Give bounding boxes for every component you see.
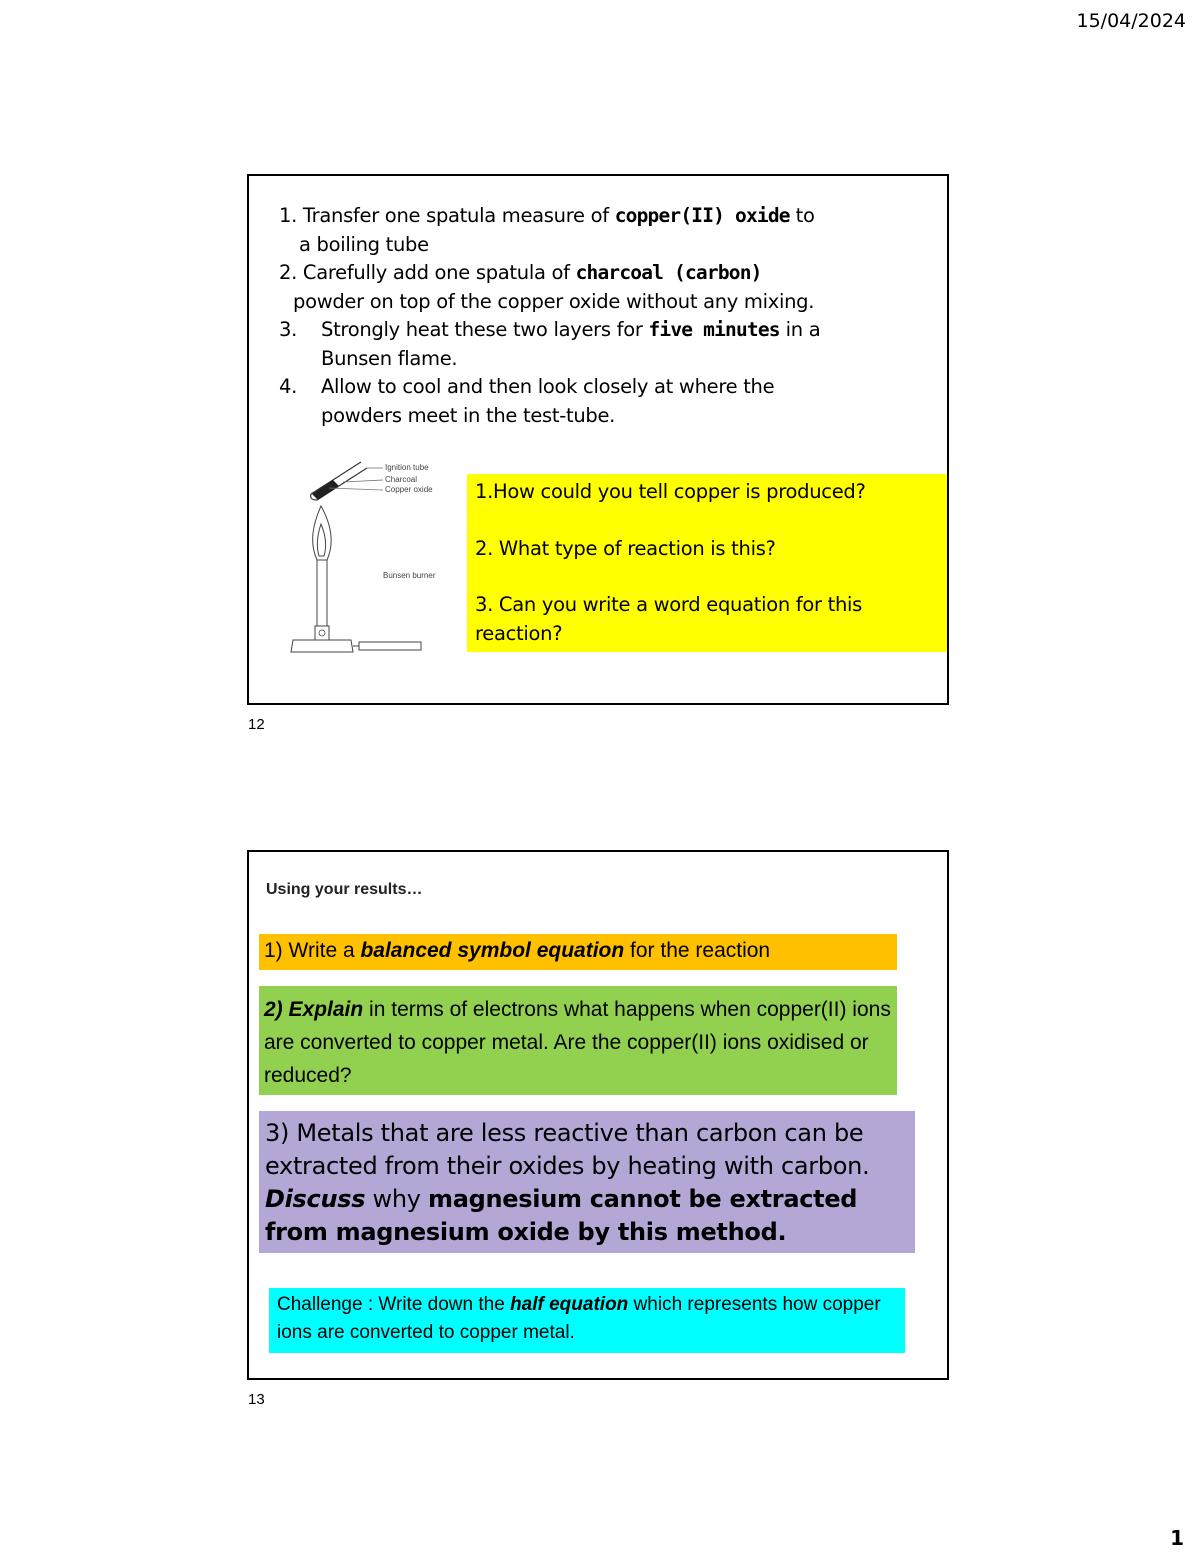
- slide-number-13: 13: [248, 1391, 265, 1408]
- slide-number-12: 12: [248, 716, 265, 733]
- slide-13: [247, 850, 949, 1380]
- step-4: 4. Allow to cool and then look closely at where the: [279, 375, 775, 398]
- task-3-box: 3) Metals that are less reactive than carbon can be extracted from their oxides by heating with carbon. Discuss why magnesium cannot be extracted from magnesium oxide by this method.: [259, 1111, 915, 1253]
- page-number: 1: [1170, 1526, 1184, 1550]
- bunsen-burner-diagram: [271, 454, 451, 674]
- step-3-cont: Bunsen flame.: [321, 346, 458, 370]
- slide-12: [247, 174, 949, 705]
- label-bunsen-burner: Bunsen burner: [383, 571, 436, 580]
- step-4-cont: powders meet in the test-tube.: [321, 403, 616, 427]
- question-2: 2. What type of reaction is this?: [475, 536, 776, 560]
- step-2-cont: powder on top of the copper oxide without any mixing.: [293, 289, 815, 313]
- question-3: 3. Can you write a word equation for this reaction?: [475, 593, 862, 645]
- task-2-box: 2) Explain in terms of electrons what happens when copper(II) ions are converted to copper metal. Are the copper(II) ions oxidised or reduced?: [259, 986, 897, 1095]
- task-1-box: 1) Write a balanced symbol equation for the reaction: [259, 934, 897, 970]
- question-1: 1.How could you tell copper is produced?: [475, 480, 866, 503]
- flame-icon: [313, 506, 332, 560]
- method-steps: [279, 202, 929, 430]
- intro-text: Using your results…: [266, 881, 423, 898]
- questions-box: [467, 474, 947, 652]
- print-date: 15/04/2024: [1076, 10, 1186, 32]
- label-ignition-tube: Ignition tube: [385, 463, 429, 472]
- step-1-cont: a boiling tube: [299, 232, 429, 256]
- label-copper-oxide: Copper oxide: [385, 485, 433, 494]
- label-charcoal: Charcoal: [385, 475, 418, 484]
- step-1: 1. Transfer one spatula measure of copper(II) oxide to: [279, 204, 815, 227]
- challenge-box: Challenge : Write down the half equation which represents how copper ions are converted to copper metal.: [269, 1288, 905, 1353]
- step-3: 3. Strongly heat these two layers for five minutes in a: [279, 318, 821, 341]
- step-2: 2. Carefully add one spatula of charcoal (carbon): [279, 261, 762, 284]
